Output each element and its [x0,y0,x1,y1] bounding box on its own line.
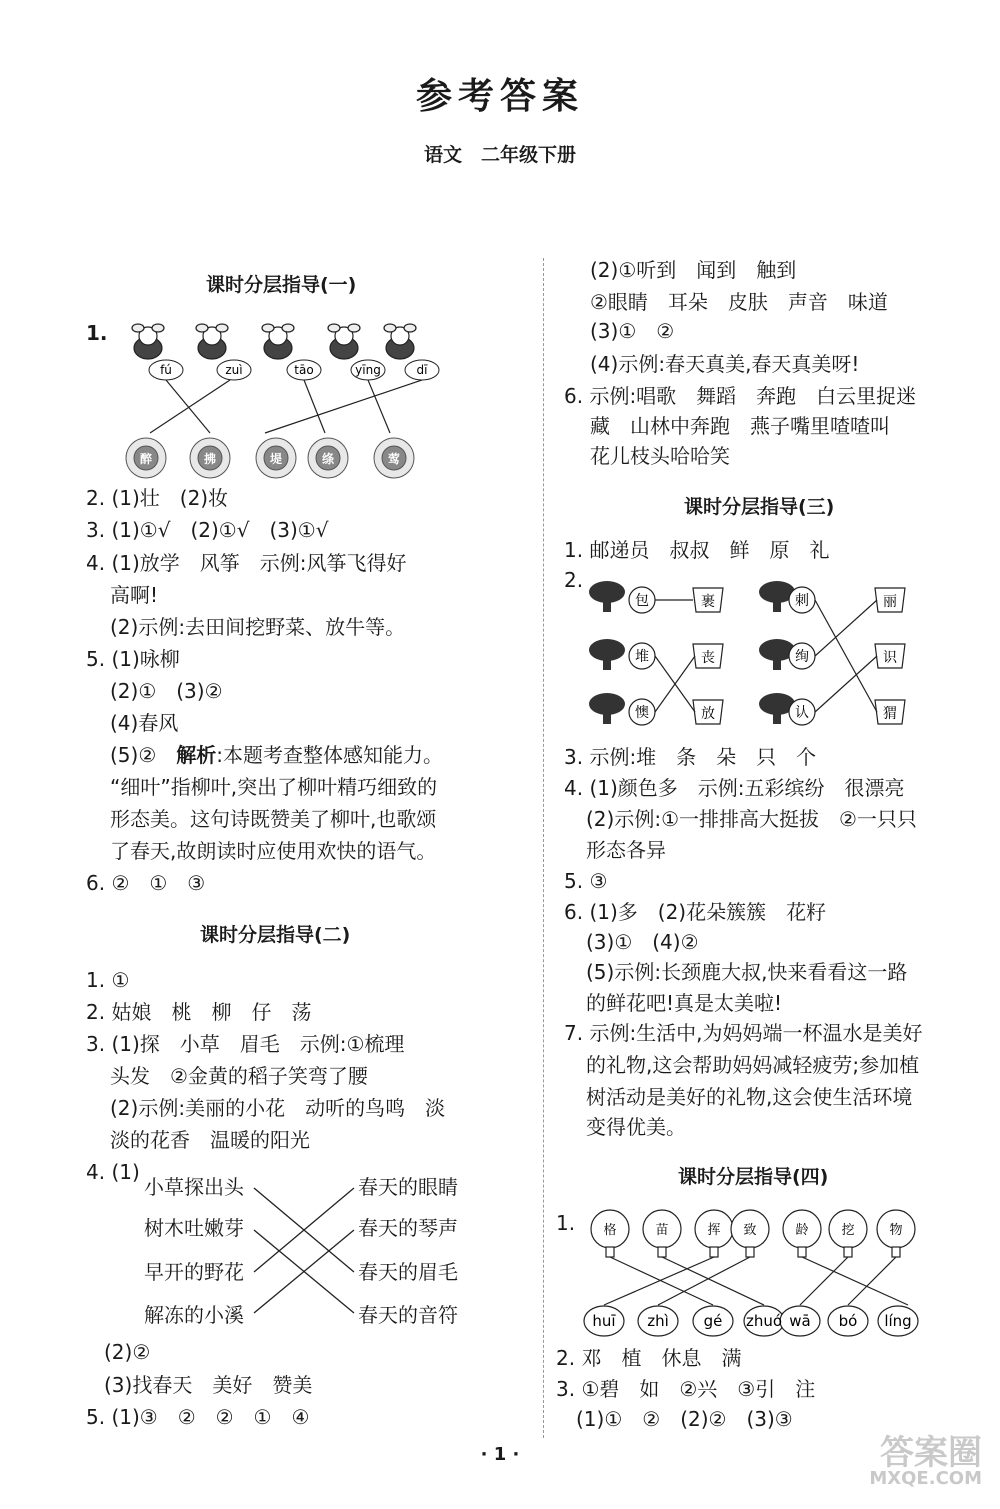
circle-char: 认 [795,705,809,721]
question-1-label: 1. [556,1211,576,1235]
match-right-item: 春天的音符 [358,1303,458,1327]
match-left-item: 树木吐嫩芽 [144,1216,244,1240]
bee-icon [384,324,416,359]
question-1-label: 1. [86,321,108,345]
watermark-url: MXQE.COM [869,1468,982,1489]
page-number: · 1 · [480,1444,520,1465]
answer-line: 6. (1)多 (2)花朵簇簇 花籽 [564,900,827,924]
answer-line: (2)① (3)② [110,679,223,703]
tree-char: 苗 [655,1223,669,1238]
answer-line: “细叶”指柳叶,突出了柳叶精巧细致的 [110,775,438,799]
apple-pinyin: bó [838,1312,858,1330]
answer-line: 6. 示例:唱歌 舞蹈 奔跑 白云里捉迷 [564,384,917,408]
apple-pinyin: zhì [647,1312,669,1330]
bee-icons [132,324,416,359]
answer-line: 2. 姑娘 桃 柳 仔 荡 [86,1000,312,1024]
answer-line: (2)② [104,1340,151,1364]
answer-line: 形态美。这句诗既赞美了柳叶,也歌颂 [110,807,437,831]
page-title: 参考答案 [415,75,584,117]
basket-char: 丽 [883,594,897,610]
pinyin-label: zuì [225,363,243,377]
answer-line: 2. 邓 植 休息 满 [556,1346,742,1370]
answer-line: 5. (1)③ ② ② ① ④ [86,1405,310,1429]
answer-line: 3. 示例:堆 条 朵 只 个 [564,745,817,769]
answer-line: 5. ③ [564,869,608,893]
basket-char: 识 [883,650,897,666]
flower-char: 堤 [269,452,283,466]
answer-line: (1)① ② (2)② (3)③ [576,1407,793,1431]
circle-char: 绚 [795,649,809,665]
answer-line: (4)示例:春天真美,春天真美呀! [590,352,860,376]
flower-char: 拂 [203,452,217,466]
pinyin-label: tāo [294,363,314,377]
match-right-item: 春天的眉毛 [358,1260,458,1284]
match-lines [604,1257,908,1305]
answer-line: (2)①听到 闻到 触到 [590,258,797,282]
page-subtitle: 语文 二年级下册 [423,144,576,166]
answer-line: 4. (1) [86,1160,140,1184]
bee-icon [328,324,360,359]
tree-char: 挥 [707,1223,721,1238]
apple-pinyin: zhuó [745,1312,783,1330]
apple-pinyin: gé [703,1312,723,1330]
circle-char: 堆 [635,649,649,665]
column-divider [543,258,544,1438]
basket-char: 裹 [701,594,715,610]
answer-line: 6. ② ① ③ [86,871,206,895]
answer-line: 4. (1)颜色多 示例:五彩缤纷 很漂亮 [564,776,905,800]
tree-char: 致 [743,1223,757,1238]
answer-line: (3)① (4)② [586,930,699,954]
section-heading-1: 课时分层指导(一) [206,274,357,296]
question-2-label: 2. [564,568,584,592]
answer-line: (2)示例:美丽的小花 动听的鸟鸣 淡 [110,1096,446,1120]
flower-char: 绦 [321,452,335,466]
answer-line: (2)示例:①一排排高大挺拔 ②一只只 [586,807,917,831]
match-left-item: 解冻的小溪 [144,1303,244,1327]
answer-line: 7. 示例:生活中,为妈妈端一杯温水是美好 [564,1021,923,1045]
answer-line: 树活动是美好的礼物,这会使生活环境 [586,1085,913,1109]
tree-char: 物 [889,1223,903,1238]
pinyin-label: dī [416,363,428,377]
answer-line: ②眼睛 耳朵 皮肤 声音 味道 [590,290,888,314]
tree-apple-matching-diagram [578,1205,928,1343]
analysis-label: 解析 [176,743,217,767]
bee-icon [196,324,228,359]
answer-line: 3. (1)探 小草 眉毛 示例:①梳理 [86,1032,405,1056]
circle-char: 包 [635,593,649,609]
match-left-item: 早开的野花 [144,1260,244,1284]
answer-line: 3. (1)①√ (2)①√ (3)①√ [86,518,329,542]
flower-char: 莺 [387,452,401,466]
answer-line: 形态各异 [586,838,666,862]
tree-char: 格 [603,1223,617,1238]
answer-line: (3)① ② [590,319,675,343]
answer-line: 藏 山林中奔跑 燕子嘴里喳喳叫 [590,414,890,438]
match-lines [150,380,422,433]
match-left-item: 小草探出头 [144,1175,244,1199]
match-right-item: 春天的琴声 [358,1216,458,1240]
tree-char: 挖 [841,1223,855,1238]
mushroom-icons [589,581,795,724]
mushroom-basket-matching-diagram [585,570,915,740]
basket-char: 丧 [701,650,715,666]
watermark-text: 答案圈 [880,1433,982,1473]
answer-line: 的礼物,这会帮助妈妈减轻疲劳;参加植 [586,1053,920,1077]
pinyin-label: yīng [355,363,381,377]
answer-line: 4. (1)放学 风筝 示例:风筝飞得好 [86,551,407,575]
matching-lines [250,1180,360,1320]
answer-line: 1. ① [86,968,130,992]
bee-flower-matching-diagram [110,318,530,488]
circle-char: 刺 [795,593,809,609]
pinyin-label: fú [160,363,172,377]
match-right-item: 春天的眼睛 [358,1175,458,1199]
answer-line: 了春天,故朗读时应使用欢快的语气。 [110,839,437,863]
answer-line: 花儿枝头哈哈笑 [590,444,730,468]
answer-line: 的鲜花吧!真是太美啦! [586,991,783,1015]
section-heading-4: 课时分层指导(四) [678,1166,829,1188]
apple-pinyin: huī [592,1312,616,1330]
answer-line: (5)示例:长颈鹿大叔,快来看看这一路 [586,960,908,984]
answer-line: 3. ①碧 如 ②兴 ③引 注 [556,1377,816,1401]
answer-text: (5)② [110,743,177,767]
answer-line: 1. 邮递员 叔叔 鲜 原 礼 [564,538,830,562]
tree-char: 龄 [795,1223,809,1238]
apple-pinyin: wā [789,1312,811,1330]
watermark [869,1433,982,1492]
bee-icon [132,324,164,359]
answer-line: 2. (1)壮 (2)妆 [86,486,229,510]
answer-line: 头发 ②金黄的稻子笑弯了腰 [110,1064,368,1088]
bee-icon [262,324,294,359]
section-heading-2: 课时分层指导(二) [200,924,351,946]
answer-line [110,740,443,770]
answer-line: 变得优美。 [586,1115,686,1139]
answer-text: :本题考查整体感知能力。 [216,743,444,767]
section-heading-3: 课时分层指导(三) [684,496,835,518]
answer-line: (2)示例:去田间挖野菜、放牛等。 [110,615,406,639]
basket-char: 放 [701,706,715,722]
answer-line: 高啊! [110,583,159,607]
circle-char: 懊 [635,705,649,721]
answer-line: (3)找春天 美好 赞美 [104,1373,313,1397]
apple-pinyin: líng [884,1312,912,1330]
answer-line: 5. (1)咏柳 [86,647,180,671]
flower-char: 醉 [139,452,153,466]
answer-line: 淡的花香 温暖的阳光 [110,1128,310,1152]
basket-char: 猬 [883,706,897,722]
answer-line: (4)春风 [110,711,179,735]
